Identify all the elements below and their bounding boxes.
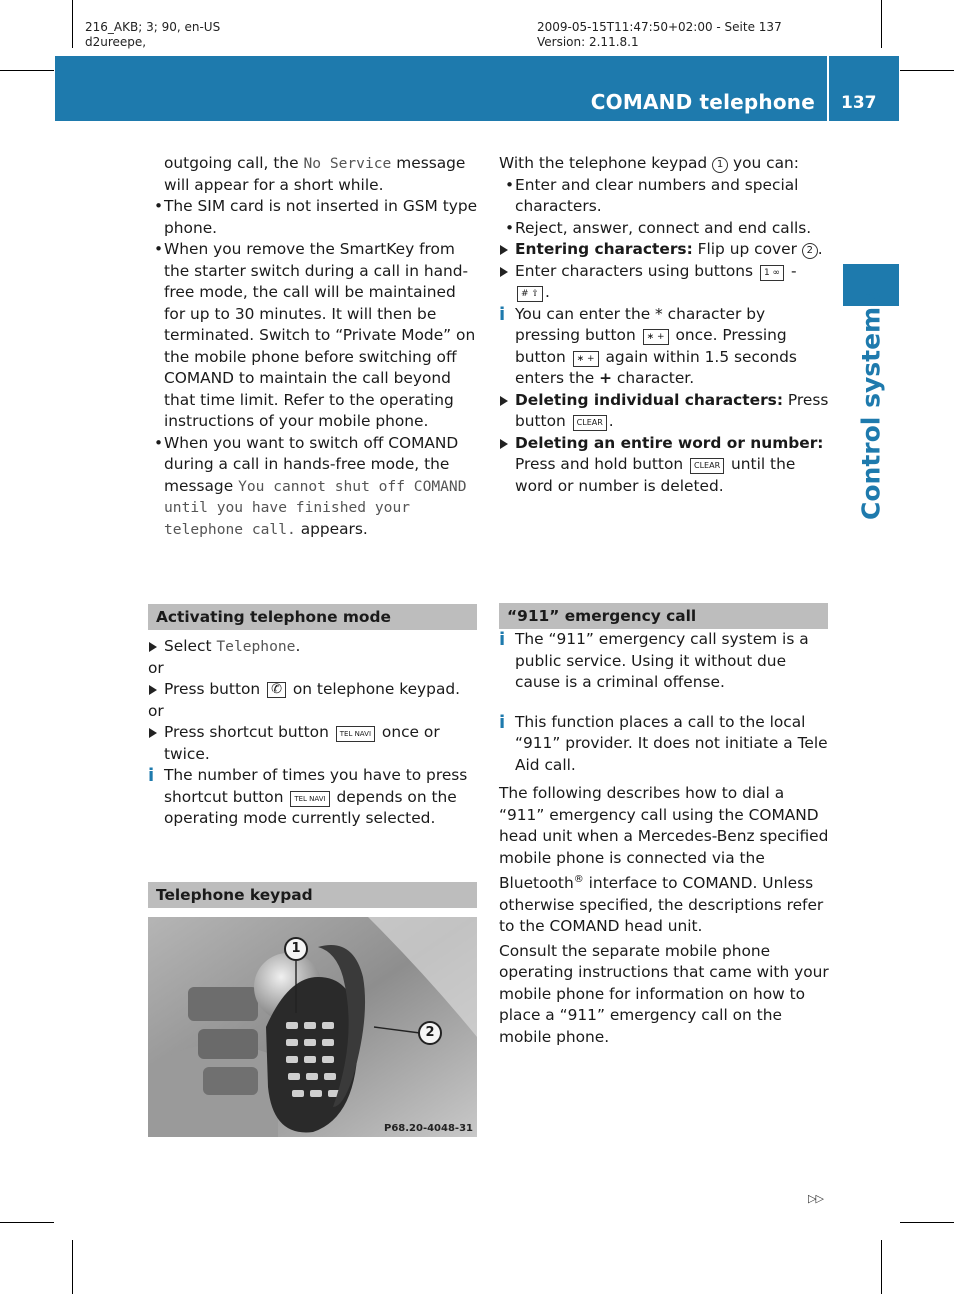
continue-arrow-icon: ▷▷ — [808, 1192, 823, 1205]
info-icon: i — [148, 765, 155, 786]
header-divider — [827, 56, 829, 121]
text: once or twice. — [164, 723, 440, 763]
text: on telephone keypad. — [287, 680, 461, 698]
meta-line: 2009-05-15T11:47:50+02:00 - Seite 137 — [537, 20, 782, 34]
crop-mark — [72, 1240, 73, 1294]
step-arrow-icon — [500, 245, 508, 255]
instruction-step — [148, 636, 480, 658]
text: Press button — [515, 390, 829, 430]
text: Press and hold button — [515, 455, 689, 473]
clear-button-icon: CLEAR — [690, 458, 724, 474]
keypad-photo — [148, 917, 477, 1137]
step-title: Entering characters: — [515, 240, 693, 258]
section-heading-activating: Activating telephone mode — [148, 604, 477, 630]
text: The following describes how to dial a “911” emergency call using the COMAND head unit when a Mercedes-Benz specified mobile phone is connected via the Bluetooth — [499, 784, 829, 892]
crop-mark — [0, 1222, 54, 1223]
text: character. — [612, 369, 695, 387]
text: again within 1.5 seconds enters the — [515, 347, 797, 387]
info-icon: i — [499, 629, 506, 650]
clear-button-icon: CLEAR — [573, 415, 607, 431]
list-item — [148, 433, 480, 541]
plus-sign: + — [599, 369, 613, 387]
step-arrow-icon — [500, 396, 508, 406]
text: This function places a call to the local “911” provider. It does not initiate a Tele Aid call. — [515, 712, 828, 774]
text: you can: — [728, 154, 799, 172]
crop-mark — [881, 0, 882, 48]
step-title: Deleting an entire word or number: — [515, 433, 824, 452]
right-column-top — [499, 153, 831, 497]
section-tab-label: Control systems — [856, 292, 886, 520]
info-icon: i — [499, 711, 506, 733]
meta-line: 216_AKB; 3; 90, en-US — [85, 20, 221, 34]
callout-2: 2 — [418, 1021, 442, 1045]
tel-navi-button-icon: TEL NAVI — [336, 726, 375, 742]
step-arrow-icon — [500, 439, 508, 449]
menu-item-telephone: Telephone — [216, 638, 296, 655]
key-hash-icon: # ⇧ — [517, 286, 543, 302]
list-item: • Enter and clear numbers and special characters. — [499, 175, 831, 218]
display-message: No Service — [303, 155, 392, 172]
or-text: or — [148, 658, 164, 677]
instruction-step — [499, 390, 831, 433]
text: outgoing call, the — [164, 154, 304, 172]
crop-mark — [900, 70, 954, 71]
or-text: or — [148, 701, 164, 720]
text: appears. — [295, 519, 368, 538]
page-header — [55, 56, 899, 121]
info-icon: i — [499, 303, 506, 325]
text: When you want to switch off COMAND during a call in hands-free mode, the message — [164, 433, 459, 495]
callout-1: 1 — [284, 937, 308, 961]
meta-line: d2ureepe, — [85, 35, 147, 49]
meta-line: Version: 2.11.8.1 — [537, 35, 639, 49]
crop-mark — [0, 70, 54, 71]
text: You can enter the * character by pressing button — [515, 304, 766, 344]
figure-caption: P68.20-4048-31 — [383, 1123, 473, 1134]
print-meta-right — [537, 20, 782, 50]
print-meta-left — [85, 20, 220, 50]
text: Flip up cover — [692, 240, 802, 258]
crop-mark — [900, 1222, 954, 1223]
section-heading-keypad: Telephone keypad — [148, 882, 477, 908]
instruction-step — [148, 722, 480, 765]
step-title: Deleting individual characters: — [515, 390, 783, 409]
info-note — [148, 765, 480, 830]
text: With the telephone keypad — [499, 154, 713, 172]
text: . — [817, 240, 823, 258]
emergency-section — [499, 629, 831, 1048]
text: until the word or number is deleted. — [515, 455, 796, 495]
crop-mark — [72, 0, 73, 48]
chapter-title: COMAND telephone — [590, 90, 815, 114]
text: . — [544, 283, 550, 301]
paragraph — [499, 783, 831, 938]
activating-section — [148, 636, 480, 830]
text: . — [295, 637, 301, 655]
info-note — [499, 629, 831, 694]
info-note — [499, 712, 831, 777]
tel-navi-button-icon: TEL NAVI — [290, 791, 329, 807]
text: once. Pressing button — [515, 326, 787, 366]
instruction-step — [499, 261, 831, 304]
text: Press button — [164, 680, 266, 698]
step-arrow-icon — [149, 642, 157, 652]
left-column-top — [148, 153, 480, 540]
callout-number-icon: 2 — [802, 243, 818, 259]
display-message: You cannot shut off COMAND until you have finished your telephone call. — [164, 477, 467, 538]
key-star-icon: ∗ + — [573, 351, 599, 367]
instruction-step — [148, 679, 480, 701]
instruction-step — [499, 433, 831, 498]
text: The “911” emergency call system is a public service. Using it without due cause is a criminal offense. — [515, 630, 809, 691]
text: Press shortcut button — [164, 723, 334, 741]
info-note — [499, 304, 831, 390]
key-star-icon: ∗ + — [643, 329, 669, 345]
text: . — [608, 412, 614, 430]
step-arrow-icon — [500, 267, 508, 277]
key-1-icon: 1 ∞ — [760, 265, 784, 281]
list-item: • When you remove the SmartKey from the starter switch during a call in hand-free mode, the call will be maintained for up to 30 minutes. It will then be terminated. Switch to “Private Mode” on the mobile phone before switching off COMAND to maintain the call beyond that time limit. Refer to the operating instructions of your mobile phone. — [148, 239, 480, 433]
text: - — [786, 261, 797, 280]
callout-number-icon: 1 — [712, 157, 728, 173]
section-heading-emergency: “911” emergency call — [499, 603, 828, 629]
paragraph: Consult the separate mobile phone operating instructions that came with your mobile phone for information on how to place a “911” emergency call on the mobile phone. — [499, 941, 829, 1046]
step-arrow-icon — [149, 685, 157, 695]
text: interface to COMAND. Unless otherwise specified, the descriptions refer to the COMAND head unit. — [499, 874, 824, 935]
text: Select — [164, 637, 217, 655]
crop-mark — [881, 1240, 882, 1294]
text: The number of times you have to press shortcut button — [164, 766, 468, 806]
text: message will appear for a short while. — [164, 154, 466, 194]
intro-text — [499, 153, 831, 175]
list-item: • The SIM card is not inserted in GSM type phone. — [148, 196, 480, 239]
text: depends on the operating mode currently selected. — [164, 787, 457, 827]
list-item: • Reject, answer, connect and end calls. — [499, 218, 831, 240]
step-arrow-icon — [149, 728, 157, 738]
phone-button-icon: ✆ — [267, 682, 286, 698]
instruction-step — [499, 239, 831, 261]
continued-text — [148, 153, 480, 196]
registered-mark: ® — [573, 874, 584, 885]
text: Enter characters using buttons — [515, 261, 758, 280]
page-number: 137 — [841, 93, 877, 113]
